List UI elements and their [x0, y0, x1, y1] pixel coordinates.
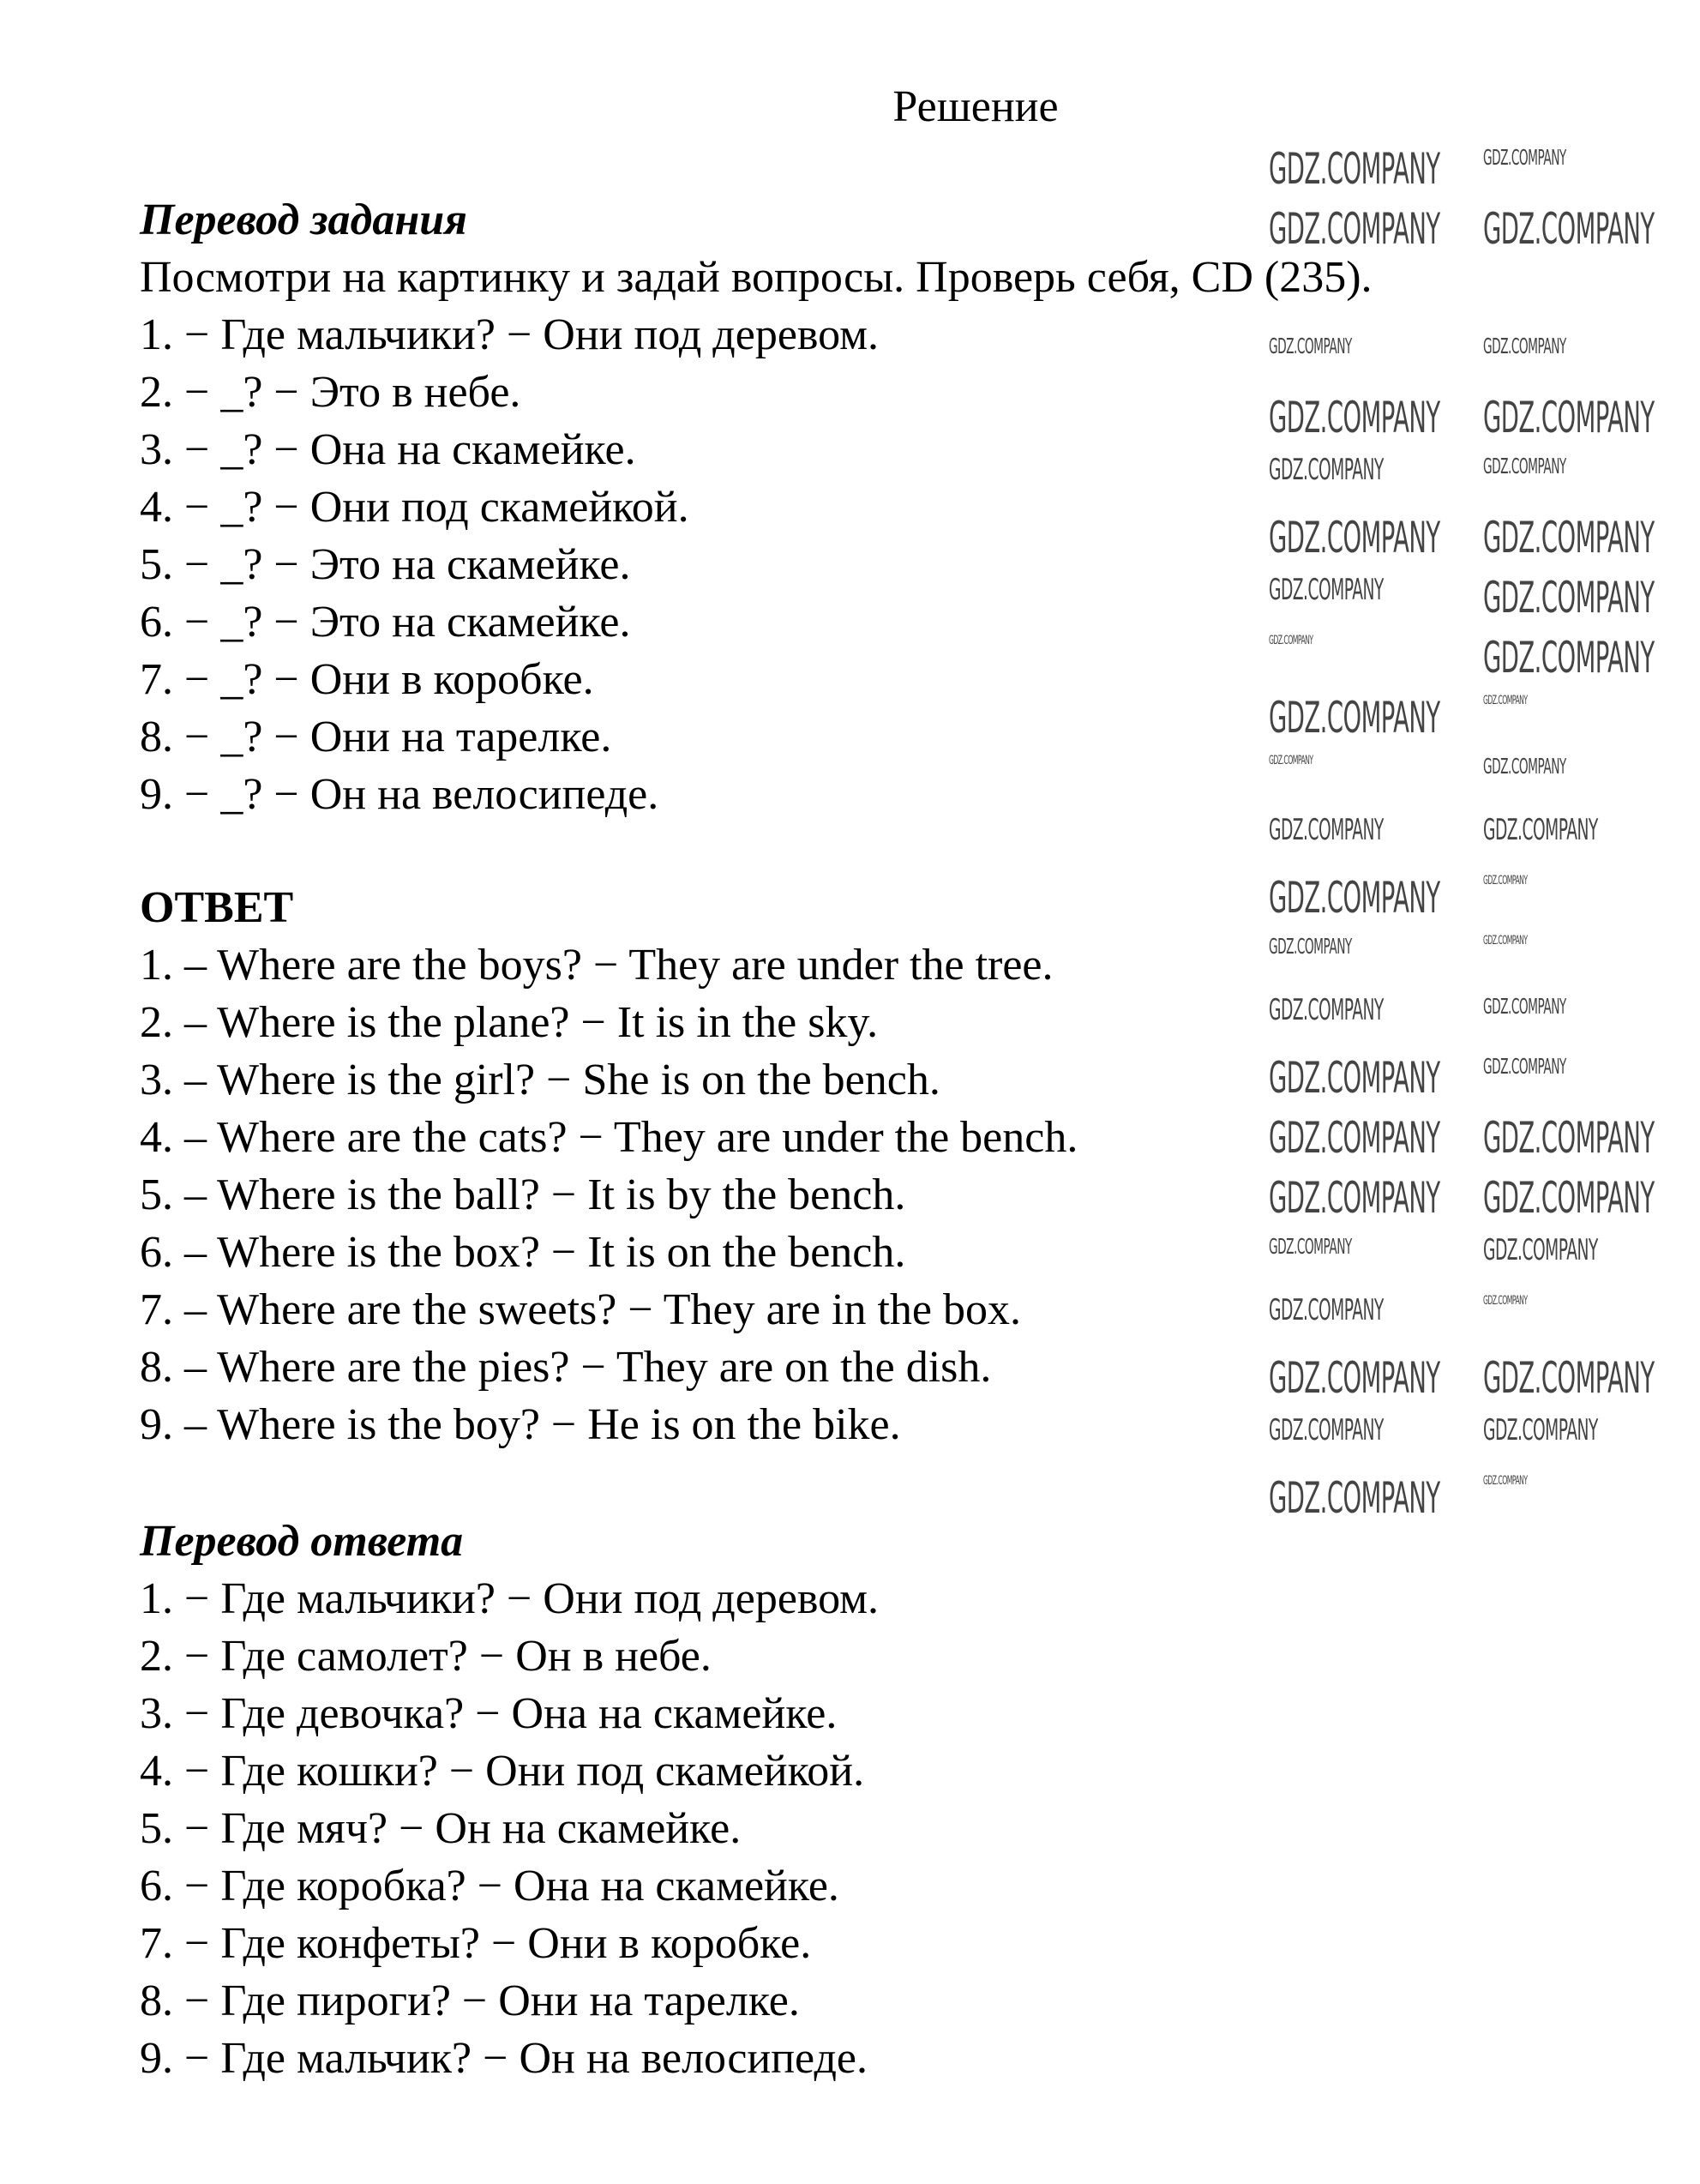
watermark: GDZ.COMPANY — [1483, 1054, 1566, 1079]
answer-lines — [140, 936, 1078, 1453]
watermark: GDZ.COMPANY — [1269, 393, 1440, 442]
watermark: GDZ.COMPANY — [1269, 634, 1313, 647]
watermark: GDZ.COMPANY — [1483, 454, 1566, 478]
watermark: GDZ.COMPANY — [1483, 393, 1655, 442]
watermark: GDZ.COMPANY — [1269, 573, 1384, 607]
watermark: GDZ.COMPANY — [1269, 204, 1440, 254]
watermark: GDZ.COMPANY — [1483, 204, 1655, 254]
answer-section — [140, 879, 1078, 1453]
watermark: GDZ.COMPANY — [1483, 1353, 1655, 1403]
list-item: 8. − _? − Они на тарелке. — [140, 713, 612, 761]
translation-section — [140, 1513, 879, 2087]
list-item: 2. − Где самолет? − Он в небе. — [140, 1632, 712, 1681]
watermark: GDZ.COMPANY — [1483, 813, 1598, 847]
list-item: 7. – Where are the sweets? − They are in the box. — [140, 1285, 1022, 1334]
watermark: GDZ.COMPANY — [1269, 1293, 1384, 1327]
watermark: GDZ.COMPANY — [1483, 145, 1566, 170]
watermark: GDZ.COMPANY — [1269, 693, 1440, 743]
list-item: 8. − Где пироги? − Они на тарелке. — [140, 1976, 800, 2025]
list-item: 9. – Where is the boy? − He is on the bike. — [140, 1400, 901, 1449]
list-item: 6. − _? − Это на скамейке. — [140, 598, 631, 647]
list-item: 3. − _? − Она на скамейке. — [140, 425, 636, 474]
watermark: GDZ.COMPANY — [1483, 513, 1655, 563]
list-item: 5. − _? − Это на скамейке. — [140, 540, 631, 589]
watermark: GDZ.COMPANY — [1483, 1233, 1598, 1267]
watermark: GDZ.COMPANY — [1269, 993, 1384, 1027]
list-item: 5. – Where is the ball? − It is by the bench. — [140, 1170, 906, 1219]
task-instruction: Посмотри на картинку и задай вопросы. Проверь себя, CD (235). — [140, 253, 1373, 302]
watermark: GDZ.COMPANY — [1483, 1173, 1655, 1223]
watermark: GDZ.COMPANY — [1483, 633, 1655, 683]
list-item: 4. – Where are the cats? − They are under the bench. — [140, 1113, 1078, 1162]
watermark: GDZ.COMPANY — [1483, 1413, 1598, 1447]
watermark: GDZ.COMPANY — [1483, 573, 1655, 623]
watermark: GDZ.COMPANY — [1269, 1053, 1440, 1103]
watermark: GDZ.COMPANY — [1269, 144, 1440, 194]
watermark: GDZ.COMPANY — [1269, 873, 1440, 923]
list-item: 3. − Где девочка? − Она на скамейке. — [140, 1689, 838, 1738]
watermark: GDZ.COMPANY — [1269, 754, 1313, 767]
list-item: 9. − Где мальчик? − Он на велосипеде. — [140, 2034, 868, 2083]
watermark: GDZ.COMPANY — [1269, 934, 1352, 959]
watermark: GDZ.COMPANY — [1269, 334, 1352, 358]
list-item: 7. − _? − Они в коробке. — [140, 655, 594, 704]
watermark: GDZ.COMPANY — [1483, 754, 1566, 779]
watermark: GDZ.COMPANY — [1269, 813, 1384, 847]
watermark: GDZ.COMPANY — [1269, 513, 1440, 563]
list-item: 2. − _? − Это в небе. — [140, 368, 521, 417]
watermark: GDZ.COMPANY — [1483, 694, 1528, 707]
translation-lines — [140, 1570, 879, 2087]
watermark: GDZ.COMPANY — [1483, 1294, 1528, 1308]
watermark: GDZ.COMPANY — [1483, 874, 1528, 887]
list-item: 9. − _? − Он на велосипеде. — [140, 770, 659, 819]
list-item: 1. − Где мальчики? − Они под деревом. — [140, 310, 880, 359]
list-item: 4. − Где кошки? − Они под скамейкой. — [140, 1747, 865, 1796]
watermark: GDZ.COMPANY — [1269, 1173, 1440, 1223]
task-section — [140, 191, 1373, 823]
list-item: 1. – Where are the boys? − They are under the tree. — [140, 941, 1054, 990]
watermark: GDZ.COMPANY — [1483, 1474, 1528, 1488]
list-item: 7. − Где конфеты? − Они в коробке. — [140, 1919, 812, 1968]
translation-heading: Перевод ответа — [140, 1517, 464, 1566]
watermark: GDZ.COMPANY — [1269, 1234, 1352, 1259]
list-item: 6. − Где коробка? − Она на скамейке. — [140, 1862, 839, 1910]
watermark: GDZ.COMPANY — [1269, 453, 1384, 487]
watermark: GDZ.COMPANY — [1483, 994, 1566, 1019]
list-item: 1. − Где мальчики? − Они под деревом. — [140, 1574, 880, 1623]
list-item: 4. − _? − Они под скамейкой. — [140, 483, 689, 532]
list-item: 8. – Where are the pies? − They are on the dish. — [140, 1343, 992, 1392]
watermark: GDZ.COMPANY — [1269, 1353, 1440, 1403]
watermark: GDZ.COMPANY — [1483, 1113, 1655, 1163]
watermark: GDZ.COMPANY — [1269, 1113, 1440, 1163]
task-heading: Перевод задания — [140, 196, 467, 244]
watermark: GDZ.COMPANY — [1269, 1413, 1384, 1447]
watermark: GDZ.COMPANY — [1483, 334, 1566, 358]
list-item: 3. – Where is the girl? − She is on the bench. — [140, 1056, 940, 1104]
task-lines — [140, 306, 1373, 823]
list-item: 6. – Where is the box? − It is on the bench. — [140, 1228, 906, 1277]
watermark: GDZ.COMPANY — [1269, 1473, 1440, 1523]
page-title: Решение — [892, 82, 1059, 131]
watermark: GDZ.COMPANY — [1483, 934, 1528, 948]
answer-heading: ОТВЕТ — [140, 883, 294, 932]
list-item: 5. − Где мяч? − Он на скамейке. — [140, 1804, 742, 1853]
list-item: 2. – Where is the plane? − It is in the sky. — [140, 998, 879, 1047]
